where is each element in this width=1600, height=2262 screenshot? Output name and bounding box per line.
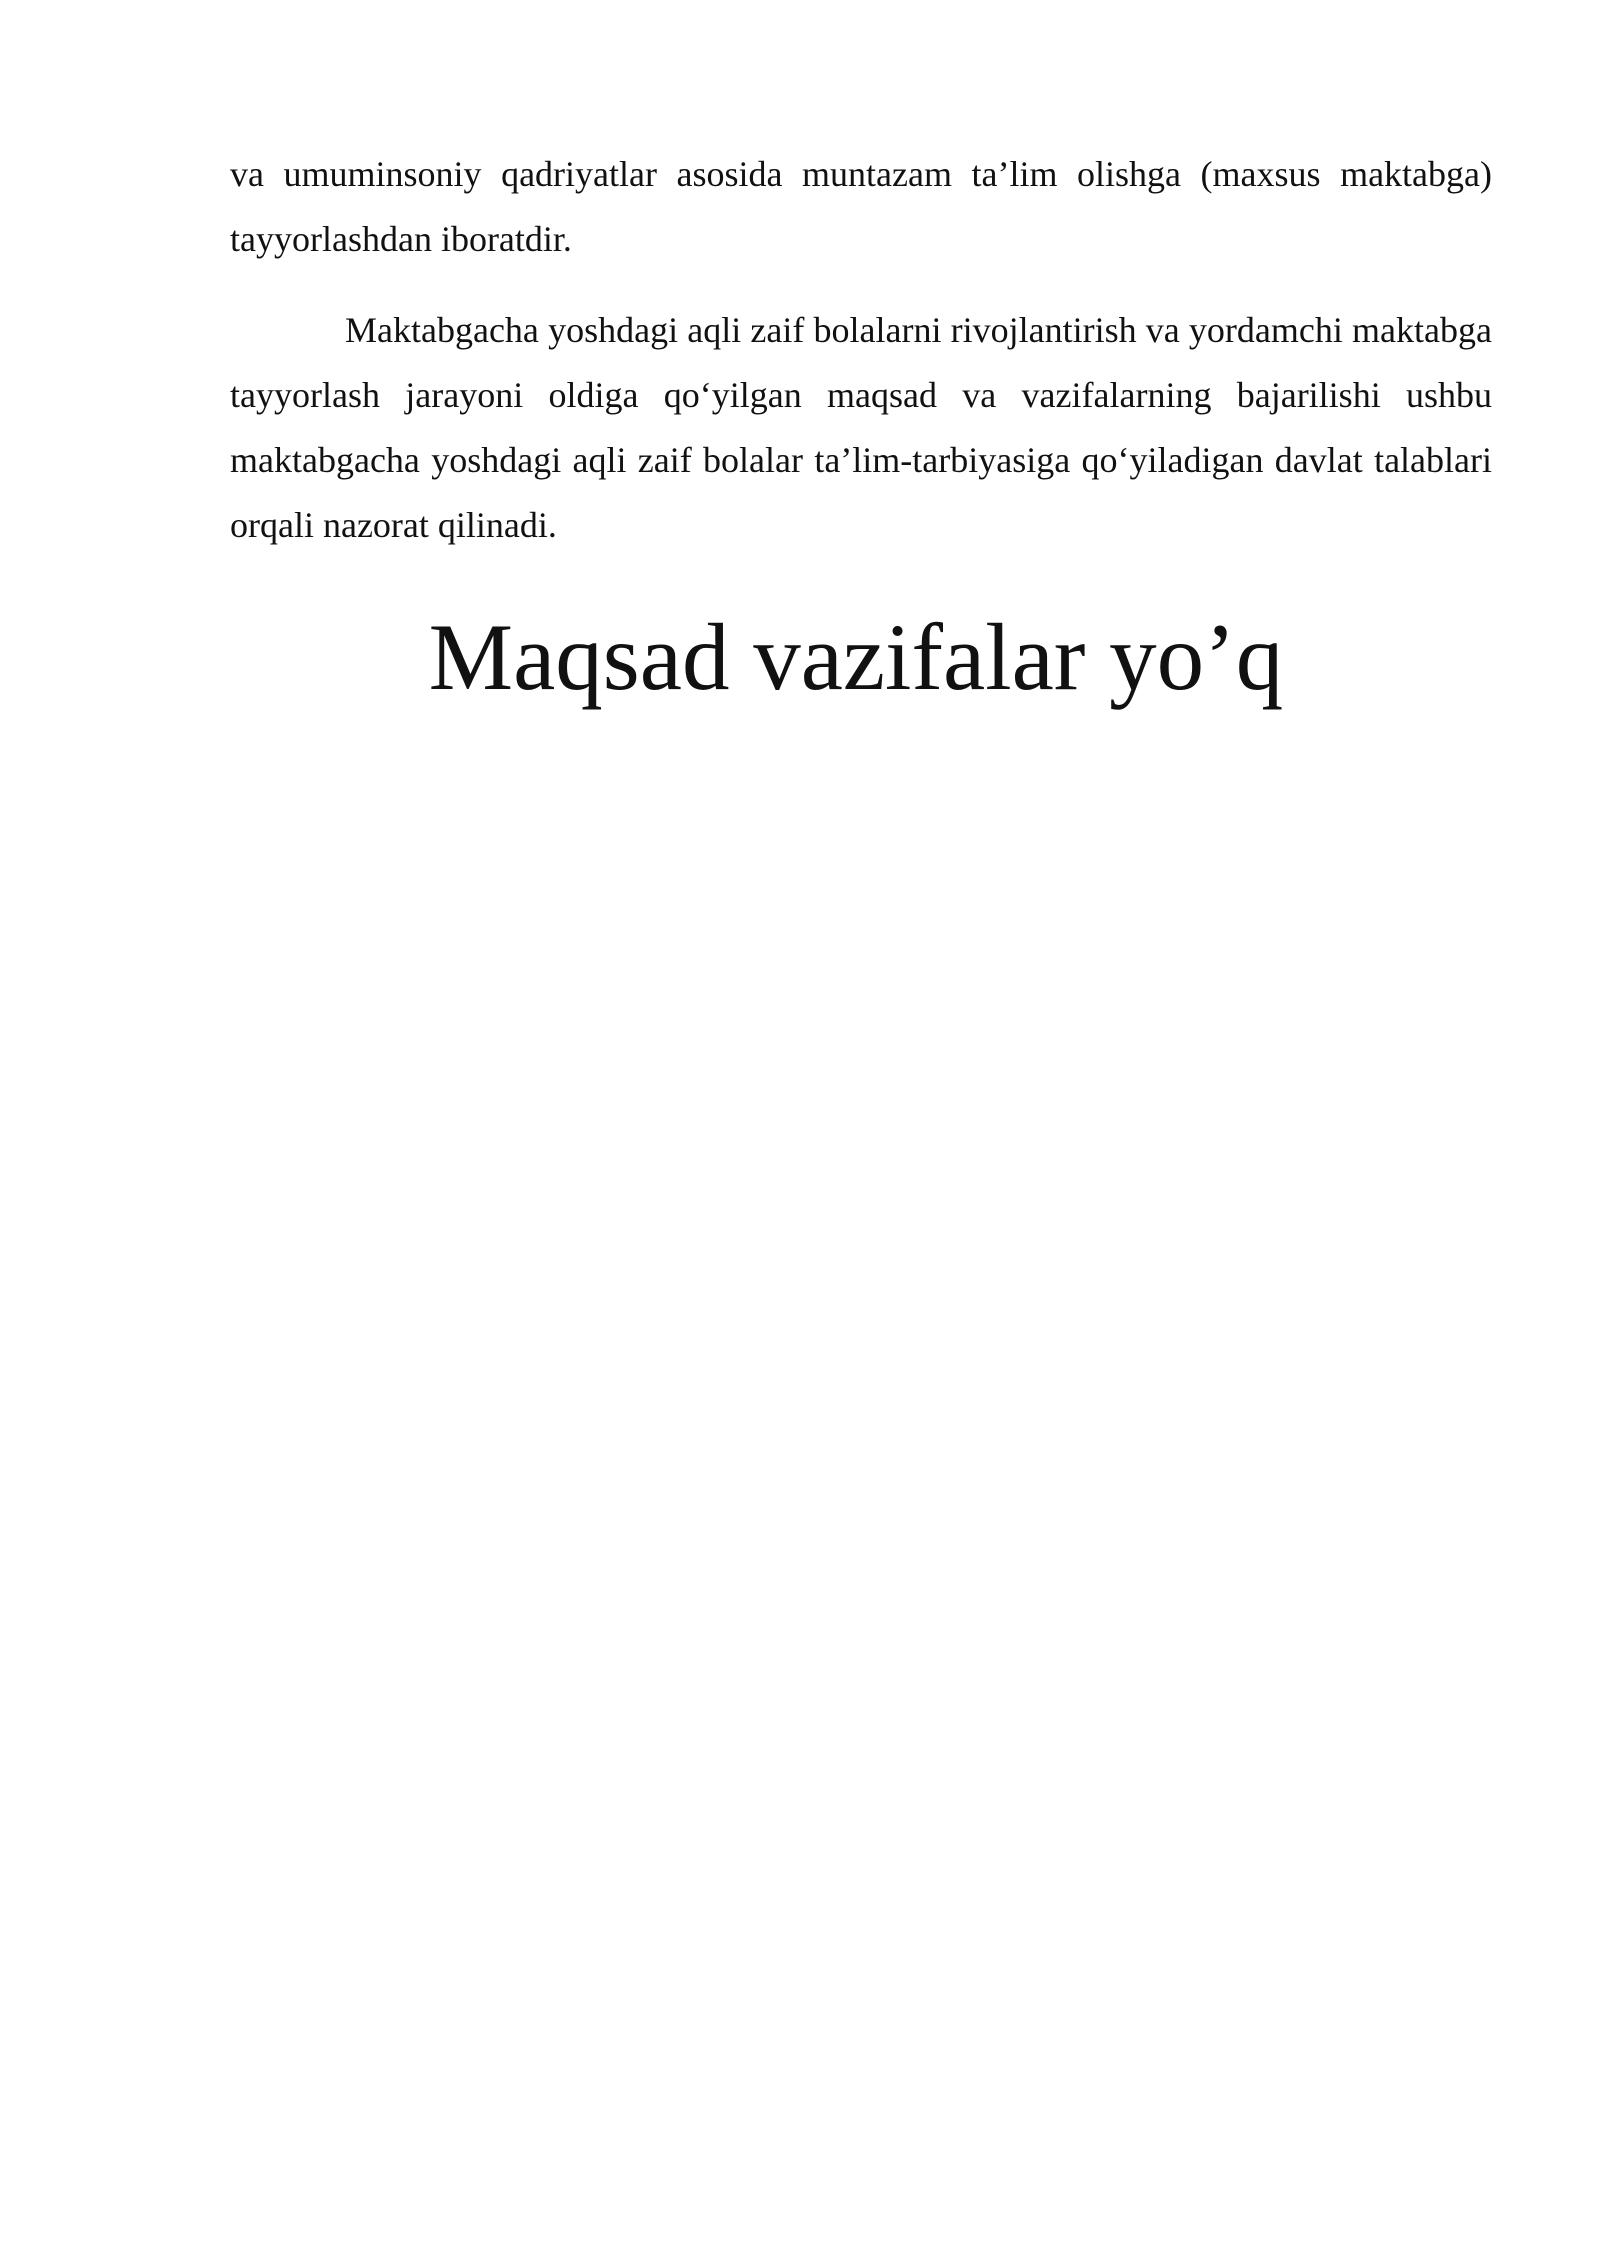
paragraph-main: Maktabgacha yoshdagi aqli zaif bolalarni rivojlantirish va yordamchi maktabga tayyorlash jarayoni oldiga qo‘yilgan maqsad va vazifalarning bajarilishi ushbu maktabgacha yoshdagi aqli zaif bolalar ta’lim-tarbiyasiga qo‘yiladigan davlat talablari orqali nazorat qilinadi. xyxy=(230,310,1492,545)
large-heading: Maqsad vazifalar yo’q xyxy=(428,604,1284,710)
page-content xyxy=(230,142,1492,712)
paragraph-continued: va umuminsoniy qadriyatlar asosida muntazam ta’lim olishga (maxsus maktabga) tayyorlashdan iboratdir. xyxy=(230,154,1492,259)
